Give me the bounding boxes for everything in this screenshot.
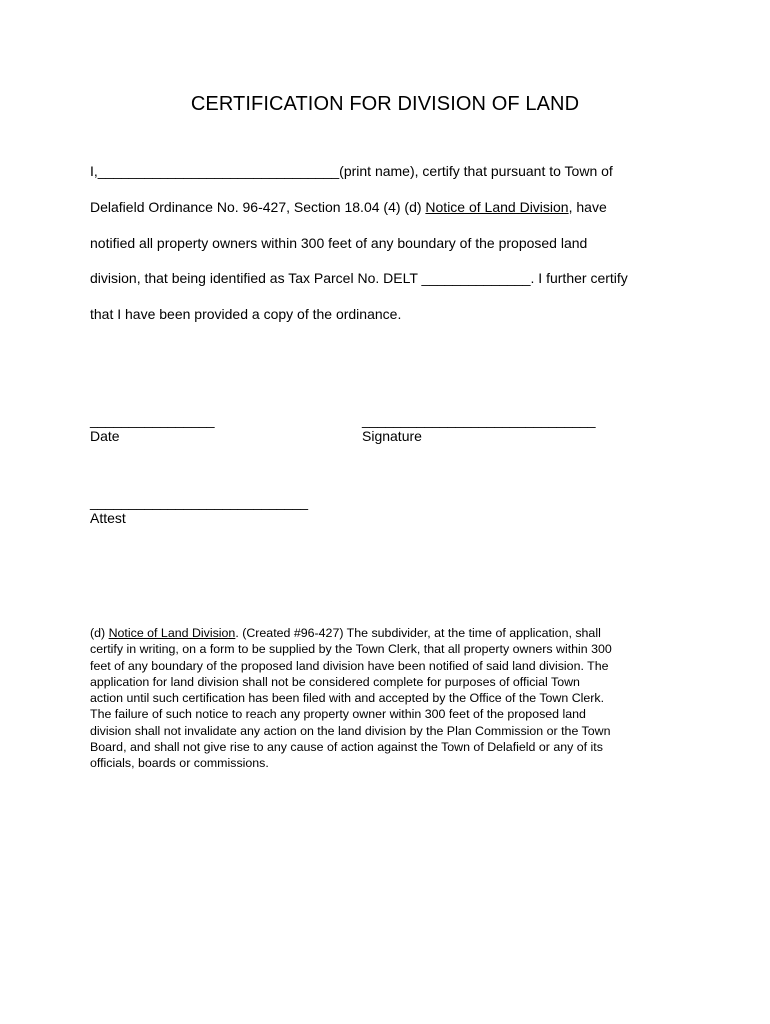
notice-of-land-division-ref: Notice of Land Division [425, 199, 569, 215]
paragraph-line-4 [90, 270, 628, 286]
paragraph-line-2 [90, 199, 607, 215]
footnote-line-1-rest: . (Created #96-427) The subdivider, at the time of application, shall [235, 626, 601, 640]
footnote-line: Board, and shall not give rise to any cause of action against the Town of Delafield or any of its [90, 740, 603, 755]
attest-line: ____________________________ [90, 494, 309, 510]
attest-label: Attest [90, 510, 126, 526]
date-line: ________________ [90, 412, 215, 428]
print-name-prefix: I, [90, 163, 98, 179]
footnote-heading: Notice of Land Division [108, 626, 236, 640]
signature-label: Signature [362, 428, 422, 444]
footnote-line: division shall not invalidate any action on the land division by the Plan Commission or the Town [90, 723, 611, 738]
ordinance-footnote [90, 625, 690, 772]
document-title: CERTIFICATION FOR DIVISION OF LAND [190, 93, 580, 115]
print-name-suffix: (print name), certify that pursuant to Town of [339, 163, 613, 179]
tax-parcel-suffix: . I further certify [530, 270, 628, 286]
footnote-line-1 [90, 625, 690, 641]
ordinance-suffix: , have [568, 199, 607, 215]
footnote-line: feet of any boundary of the proposed land division have been notified of said land division. The [90, 658, 609, 673]
footnote-line: certify in writing, on a form to be supplied by the Town Clerk, that all property owners within 300 [90, 642, 612, 657]
footnote-line: application for land division shall not be considered complete for purposes of official Town [90, 674, 580, 689]
signature-line: ______________________________ [362, 412, 596, 428]
paragraph-line-1 [90, 163, 613, 179]
paragraph-line-3: notified all property owners within 300 feet of any boundary of the proposed land [90, 235, 588, 251]
footnote-line: action until such certification has been filed with and accepted by the Office of the Town Clerk. [90, 691, 605, 706]
footnote-lead: (d) [90, 626, 109, 640]
footnote-line: The failure of such notice to reach any property owner within 300 feet of the proposed land [90, 707, 586, 722]
ordinance-text: Delafield Ordinance No. 96-427, Section 18.04 (4) (d) [90, 199, 426, 215]
tax-parcel-text: division, that being identified as Tax Parcel No. DELT [90, 270, 422, 286]
print-name-blank: _______________________________ [97, 163, 340, 179]
paragraph-line-5: that I have been provided a copy of the ordinance. [90, 306, 402, 322]
tax-parcel-blank: ______________ [421, 270, 531, 286]
date-label: Date [90, 428, 120, 444]
footnote-line: officials, boards or commissions. [90, 756, 269, 771]
